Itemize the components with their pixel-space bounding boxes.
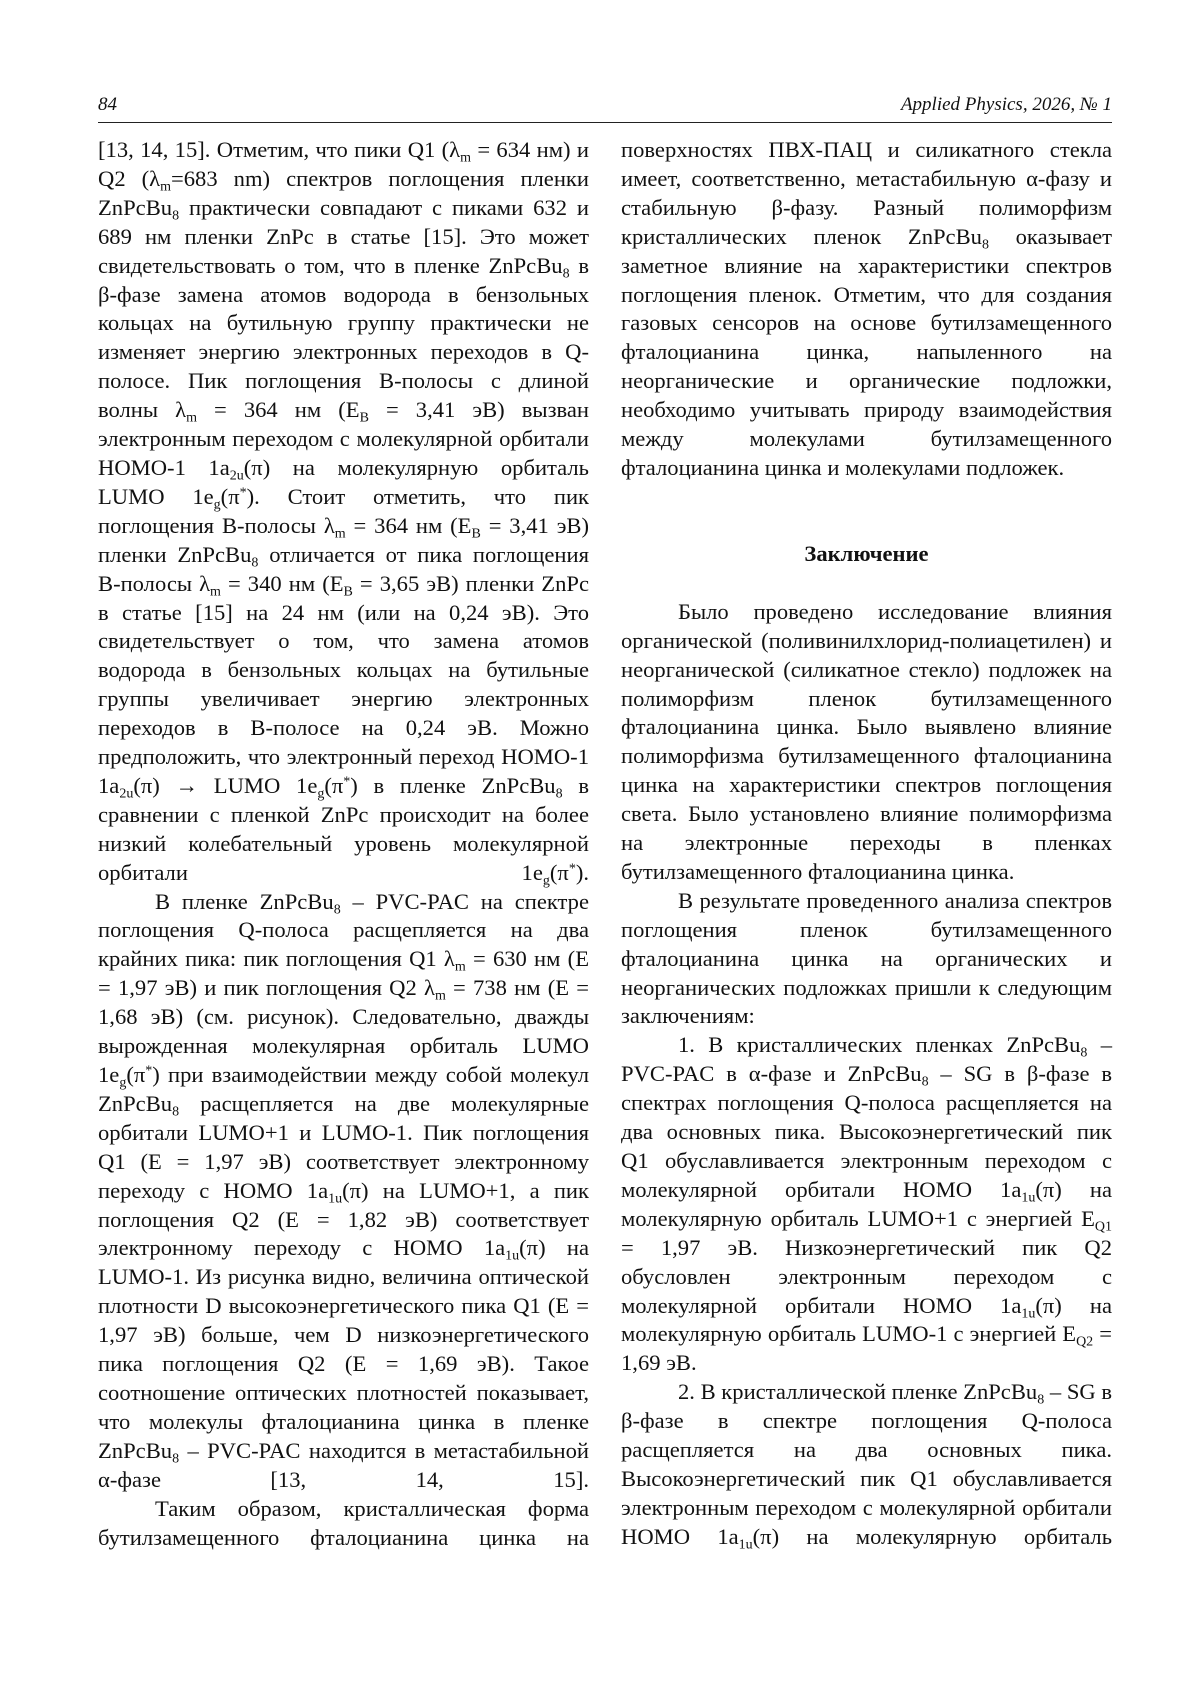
conclusion-item-2: 2. В кристаллической пленке ZnPcBu$_8$ – SG в β-фазе в спектре поглощения Q-полоса расщепляется на два основных пика. Высокоэнергетический пик Q1 обуславливается электронным переходом с молекулярной орбитали HOMO $1a_{1u}(\pi)$ на молекулярную орбиталь <box>621 1379 1113 1553</box>
paragraph-continuation: [13, 14, 15]. Отметим, что пики Q1 ($\lambda_m = 634$ нм) и Q2 ($\lambda_m=683$ nm) спектров поглощения пленки ZnPcBu$_8$ практически совпадают с пиками 632 и 689 нм пленки ZnPc в статье [15]. Это может свидетельствовать о том, что в пленке ZnPcBu$_8$ в β-фазе замена атомов водорода в бензольных кольцах на бутильную группу практически не изменяет энергию электронных переходов в Q-полосе. Пик поглощения B-полосы с длиной волны $\lambda_m = 364$ нм ($E_B = 3,41$ эВ) вызван электронным переходом с молекулярной орбитали HOMO-1 $1a_{2u}(\pi)$ на молекулярную орбиталь LUMO $1e_g(\pi^*)$. Стоит отметить, что пик поглощения B-полосы $\lambda_m = 364$ нм ($E_B = 3,41$ эВ) пленки ZnPcBu$_8$ отличается от пика поглощения B-полосы $\lambda_m = 340$ нм ($E_B = 3,65$ эВ) пленки ZnPc в статье [15] на 24 нм (или на 0,24 эВ). Это свидетельствует о том, что замена атомов водорода в бензольных кольцах на бутильные группы увеличивает энергию электронных переходов в B-полосе на 0,24 эВ. Можно предположить, что электронный переход HOMO-1 $1a_{2u}(\pi)$ → LUMO $1e_g(\pi^*)$ в пленке ZnPcBu$_8$ в сравнении с пленкой ZnPc происходит на более низкий колебательный уровень молекулярной орбитали $1e_g(\pi^*)$. <box>98 137 590 889</box>
page-number: 84 <box>98 94 117 115</box>
paragraph-pvc-pac: В пленке ZnPcBu$_8$ – PVC-PAC на спектре поглощения Q-полоса расщепляется на два крайних пика: пик поглощения Q1 $\lambda_m = 630$ нм (E = 1,97 эВ) и пик поглощения Q2 $\lambda_m = 738$ нм (E = 1,68 эВ) (см. рисунок). Следовательно, дважды вырожденная молекулярная орбиталь LUMO $1e_g(\pi^*)$ при взаимодействии между собой молекул ZnPcBu$_8$ расщепляется на две молекулярные орбитали LUMO+1 и LUMO-1. Пик поглощения Q1 (E = 1,97 эВ) соответствует электронному переходу с HOMO $1a_{1u}(\pi)$ на LUMO+1, а пик поглощения Q2 (E = 1,82 эВ) соответствует электронному переходу с HOMO $1a_{1u}(\pi)$ на LUMO-1. Из рисунка видно, величина оптической плотности D высокоэнергетического пика Q1 (E = 1,97 эВ) больше, чем D низкоэнергетического пика поглощения Q2 (E = 1,69 эВ). Такое соотношение оптических плотностей показывает, что молекулы фталоцианина цинка в пленке ZnPcBu$_8$ – PVC-PAC находится в метастабильной α-фазе [13, 14, 15]. <box>98 888 589 1492</box>
section-heading-conclusion: Заключение <box>804 540 929 566</box>
right-column <box>621 136 1112 1552</box>
left-column <box>98 136 589 1552</box>
paragraph-conclusion-analysis: В результате проведенного анализа спектров поглощения пленок бутилзамещенного фталоцианина цинка на органических и неорганических подложках пришли к следующим заключениям: <box>621 887 1112 1029</box>
paragraph-crystal-form: Таким образом, кристаллическая форма бутилзамещенного фталоцианина цинка на <box>98 1495 589 1550</box>
paragraph-substrates: поверхностях ПВХ-ПАЦ и силикатного стекла имеет, соответственно, метастабильную α-фазу и стабильную β-фазу. Разный полиморфизм кристаллических пленок ZnPcBu$_8$ оказывает заметное влияние на характеристики спектров поглощения пленок. Отметим, что для создания газовых сенсоров на основе бутилзамещенного фталоцианина цинка, напыленного на неорганические и органические подложки, необходимо учитывать природу взаимодействия между молекулами бутилзамещенного фталоцианина цинка и молекулами подложек. <box>621 137 1113 480</box>
running-header <box>98 88 1112 123</box>
journal-title: Applied Physics, 2026, № 1 <box>900 94 1112 115</box>
conclusion-item-1: 1. В кристаллических пленках ZnPcBu$_8$ – PVC-PAC в α-фазе и ZnPcBu$_8$ – SG в β-фазе в спектрах поглощения Q-полоса расщепляется на два основных пика. Высокоэнергетический пик Q1 обуславливается электронным переходом с молекулярной орбитали HOMO $1a_{1u}(\pi)$ на молекулярную орбиталь LUMO+1 с энергией $E_{Q1} = 1,97$ эВ. Низкоэнергетический пик Q2 обусловлен электронным переходом с молекулярной орбитали HOMO $1a_{1u}(\pi)$ на молекулярную орбиталь LUMO-1 с энергией $E_{Q2} = 1,69$ эВ. <box>621 1032 1113 1376</box>
paragraph-conclusion-intro: Было проведено исследование влияния органической (поливинилхлорид-полиацетилен) и неорганической (силикатное стекло) подложек на полиморфизм пленок бутилзамещенного фталоцианина цинка. Было выявлено влияние полиморфизма бутилзамещенного фталоцианина цинка на характеристики спектров поглощения света. Было установлено влияние полиморфизма на электронные переходы в пленках бутилзамещенного фталоцианина цинка. <box>621 598 1112 884</box>
